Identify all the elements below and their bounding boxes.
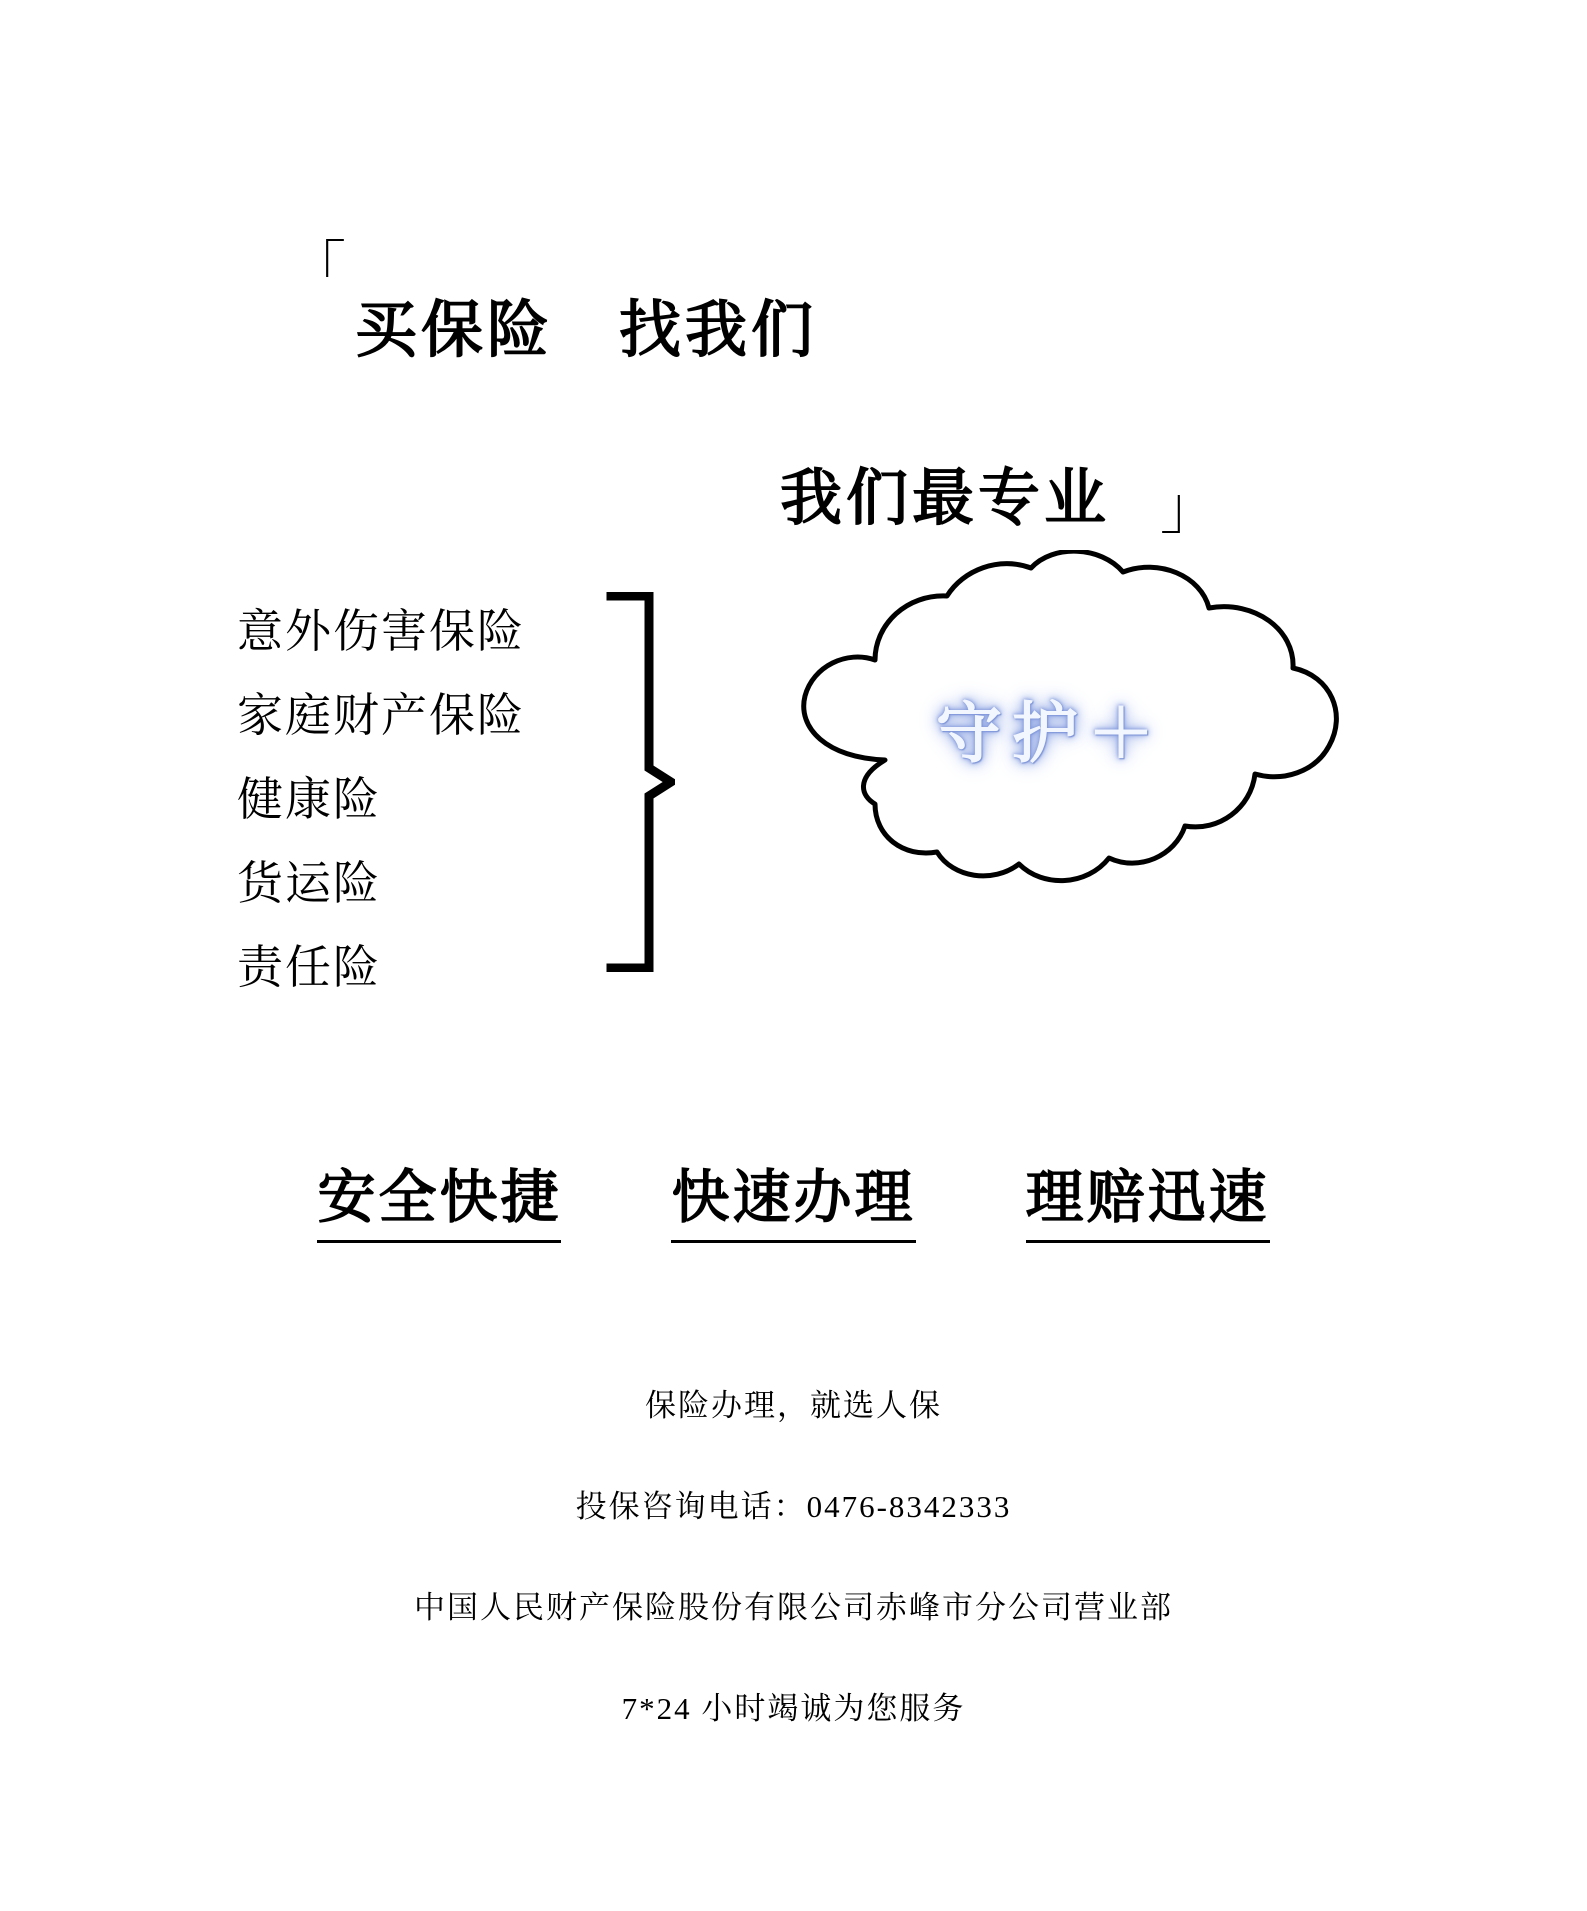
- product-list: [237, 590, 617, 1010]
- footer-company: 中国人民财产保险股份有限公司赤峰市分公司营业部: [414, 1590, 1173, 1625]
- footer-service-hours: 7*24 小时竭诚为您服务: [621, 1691, 966, 1726]
- list-item: 货运险: [237, 858, 381, 909]
- feature-item-1: 安全快捷: [317, 1150, 561, 1243]
- feature-item-3: 理赔迅速: [1026, 1150, 1270, 1243]
- list-item: 家庭财产保险: [237, 690, 525, 741]
- cloud-graphic: [735, 550, 1365, 930]
- corner-bracket-close-icon: 」: [1160, 476, 1219, 541]
- list-item: 意外伤害保险: [237, 606, 525, 657]
- feature-item-2: 快速办理: [671, 1150, 915, 1243]
- headline-line-2: 我们最专业: [780, 464, 1111, 533]
- cloud-label: 守护＋: [936, 696, 1164, 770]
- corner-bracket-open-icon: 「: [288, 236, 347, 301]
- footer-phone: 投保咨询电话：0476-8342333: [575, 1489, 1012, 1524]
- footer-block: [0, 1380, 1587, 1784]
- list-item: 责任险: [237, 942, 381, 993]
- products-area: [0, 580, 1587, 1010]
- footer-slogan: 保险办理，就选人保: [645, 1388, 942, 1423]
- list-item: 健康险: [237, 774, 381, 825]
- curly-brace-icon: [605, 592, 675, 972]
- feature-row: [0, 1150, 1587, 1243]
- headline-block: [0, 110, 1587, 541]
- headline-line-1: 买保险 找我们: [355, 296, 818, 365]
